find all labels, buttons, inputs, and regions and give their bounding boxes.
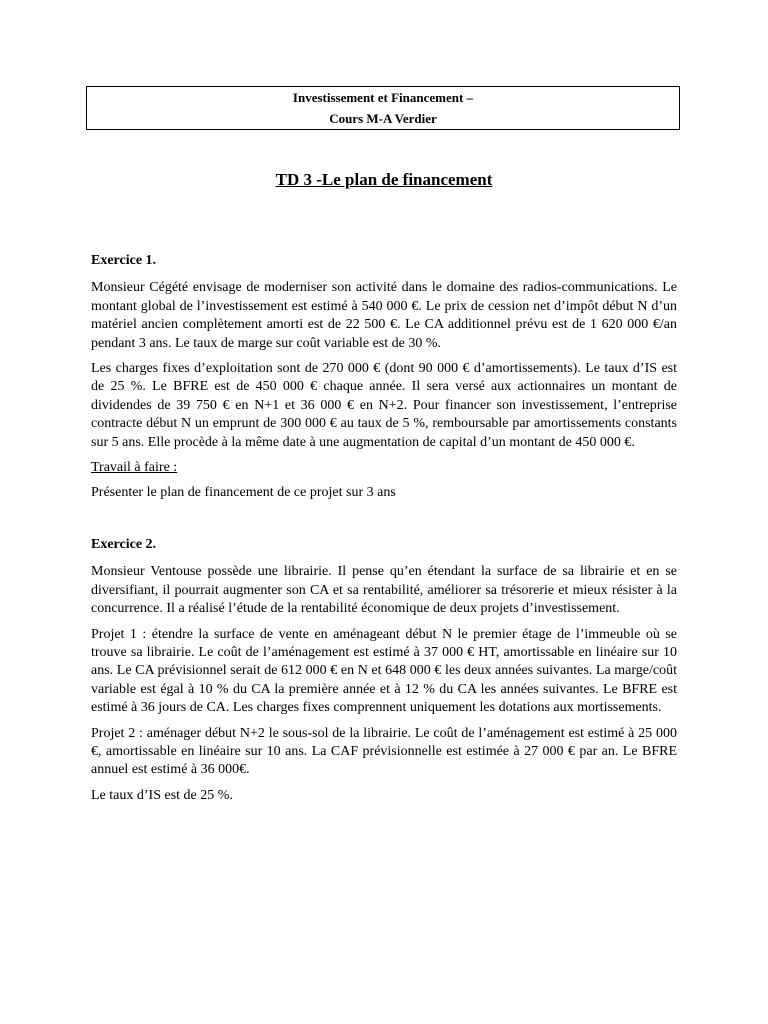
exercise-2-heading: Exercice 2. — [91, 536, 157, 552]
work-to-do-label: Travail à faire : — [91, 460, 178, 476]
exercise-2-paragraph-1: Monsieur Ventouse possède une librairie. Il pense qu’en étendant la surface de sa librairie et en se diversifiant, il pourrait augmenter son CA et sa rentabilité, améliorer sa trésorerie et mieux résister à la concurrence. Il a réalisé l’étude de la rentabilité économique de deux projets d’investissement. — [91, 564, 677, 617]
document-body — [91, 252, 677, 812]
exercise-2-paragraph-4: Le taux d’IS est de 25 %. — [91, 787, 233, 803]
exercise-2-paragraph-3: Projet 2 : aménager début N+2 le sous-sol de la librairie. Le coût de l’aménagement est estimé à 25 000 €, amortissable en linéaire sur 10 ans. La CAF prévisionnelle est estimée à 27 000 € par an. Le BFRE annuel est estimé à 36 000€. — [91, 725, 677, 778]
course-author: Cours M-A Verdier — [329, 111, 437, 126]
course-header-box — [86, 86, 680, 130]
exercise-1-paragraph-1: Monsieur Cégété envisage de moderniser son activité dans le domaine des radios-communications. Le montant global de l’investissement est estimé à 540 000 €. Le prix de cession net d’impôt début N d’un matériel ancien complètement amorti est de 22 500 €. Le CA additionnel prévu est de 1 620 000 €/an pendant 3 ans. Le taux de marge sur coût variable est de 30 %. — [91, 280, 677, 351]
course-title: Investissement et Financement – — [292, 90, 474, 105]
exercise-2-paragraph-2: Projet 1 : étendre la surface de vente en aménageant début N le premier étage de l’immeuble où se trouve sa librairie. Le coût de l’aménagement est estimé à 37 000 € HT, amortissable en linéaire sur 10 ans. Le CA prévisionnel serait de 612 000 € en N et 648 000 € les deux années suivantes. La marge/coût variable est égal à 10 % du CA la première année et à 12 % du CA les années suivantes. Le BFRE est estimé à 36 jours de CA. Les charges fixes comprennent uniquement les dotations aux mortissements. — [91, 626, 677, 716]
exercise-1-task: Présenter le plan de financement de ce projet sur 3 ans — [91, 485, 396, 501]
exercise-1-heading: Exercice 1. — [91, 253, 157, 268]
document-title: TD 3 -Le plan de financement — [275, 170, 493, 189]
exercise-1-paragraph-2: Les charges fixes d’exploitation sont de 270 000 € (dont 90 000 € d’amortissements). Le taux d’IS est de 25 %. Le BFRE est de 450 000 € chaque année. Il sera versé aux actionnaires un montant de dividendes de 39 750 € en N+1 et 36 000 € en N+2. Pour financer son investissement, l’entreprise contracte début N un emprunt de 300 000 € au taux de 5 %, remboursable par amortissements constants sur 5 ans. Elle procède à la même date à une augmentation de capital d’un montant de 450 000 €. — [91, 361, 677, 450]
